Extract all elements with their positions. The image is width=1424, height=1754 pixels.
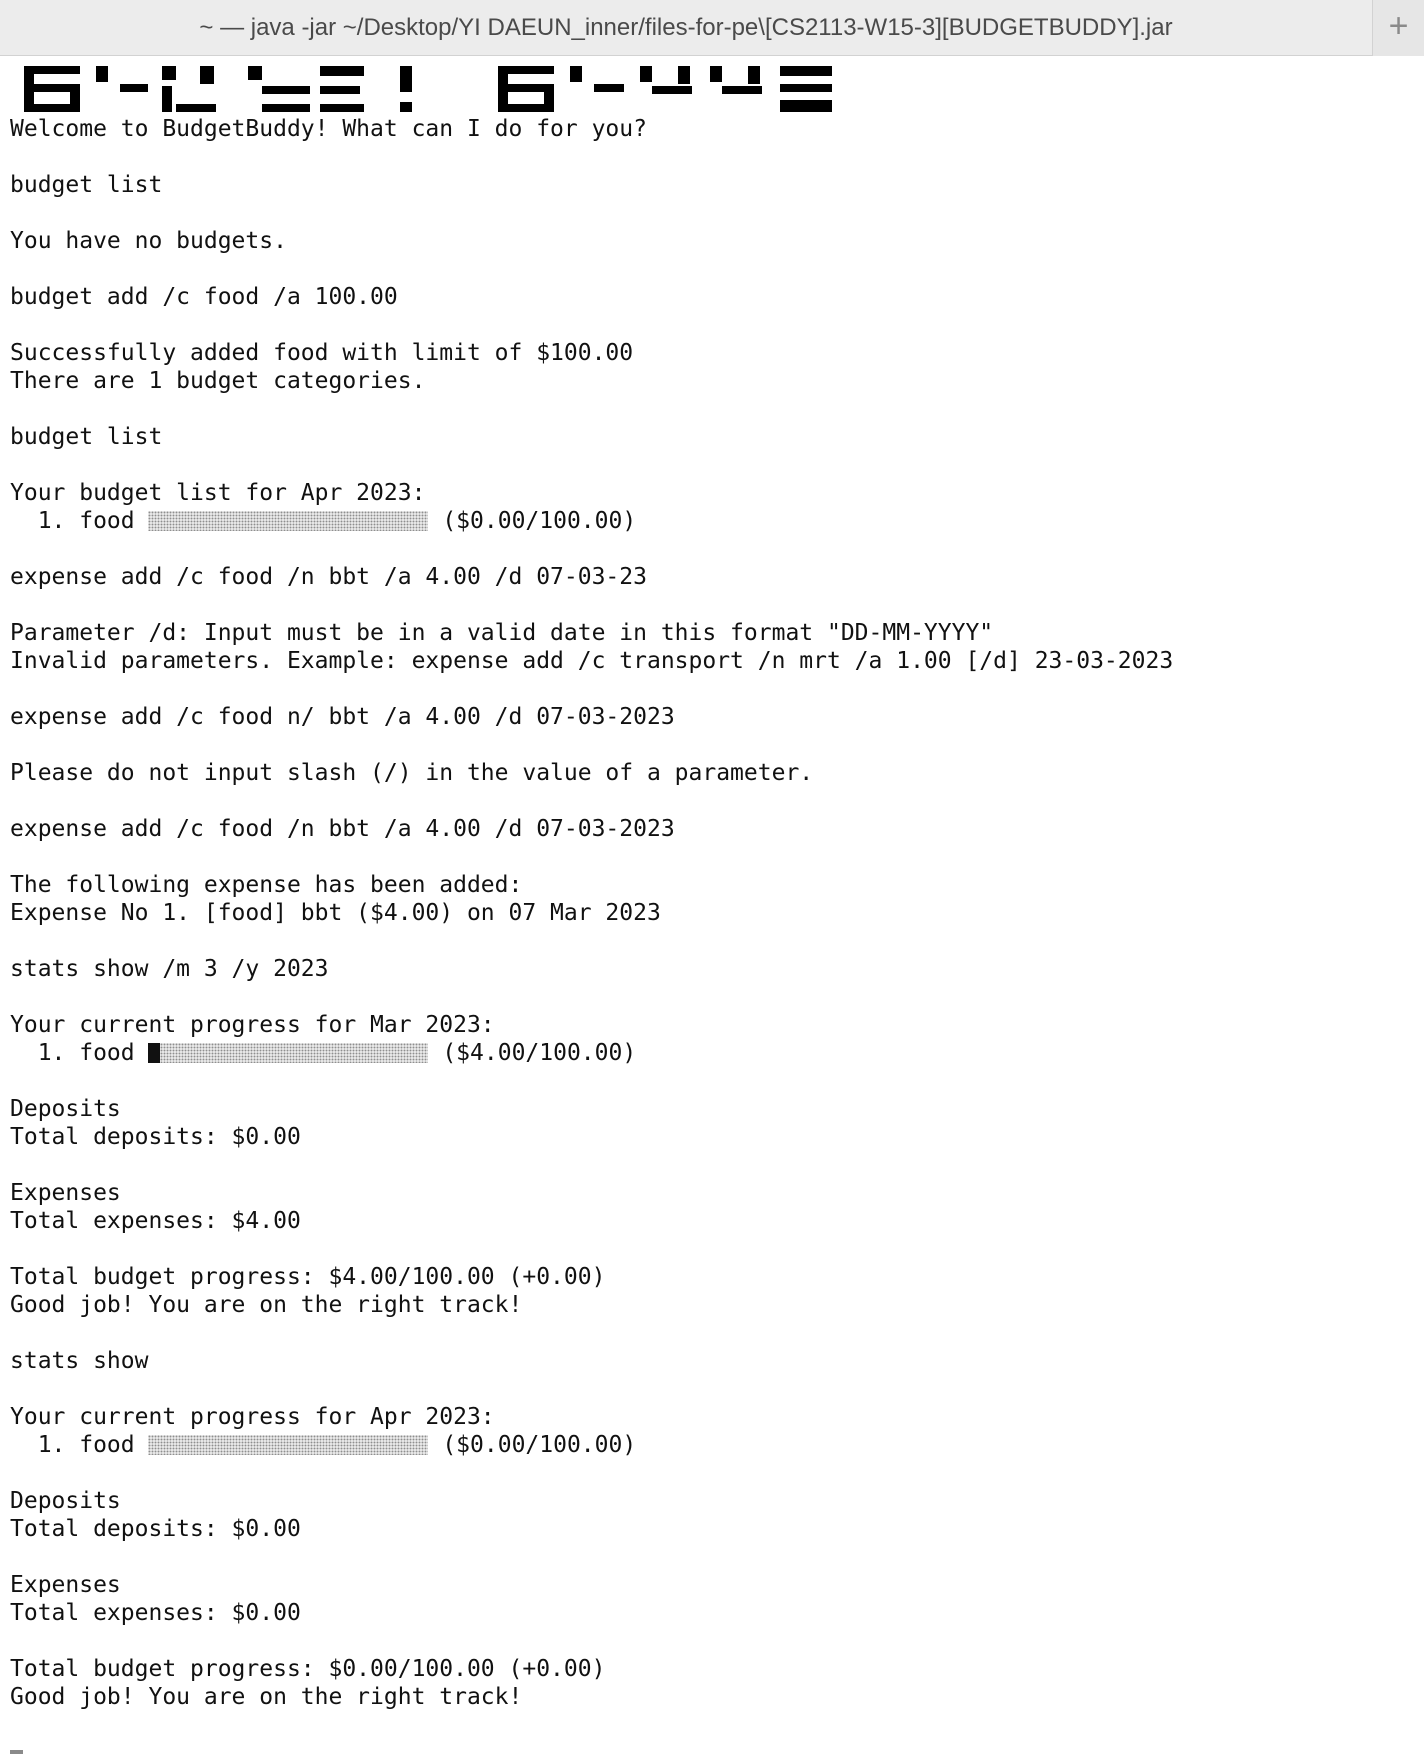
logo-block — [320, 66, 364, 76]
logo-block — [262, 104, 310, 112]
terminal-line: Your current progress for Mar 2023: — [10, 1012, 495, 1038]
window-title: ~ — java -jar ~/Desktop/YI DAEUN_inner/files-for-pe\[CS2113-W15-3][BUDGETBUDDY].jar — [199, 14, 1173, 41]
separator-line — [10, 199, 1410, 227]
terminal-line: Please do not input slash (/) in the value of a parameter. — [10, 760, 814, 786]
logo-block — [24, 104, 80, 112]
new-tab-button[interactable]: + — [1372, 0, 1424, 56]
logo-block — [570, 66, 582, 82]
separator-line — [10, 1375, 1410, 1403]
terminal-line: Total budget progress: $0.00/100.00 (+0.00) — [10, 1656, 606, 1682]
logo-block — [96, 66, 108, 82]
terminal-line: expense add /c food /n bbt /a 4.00 /d 07-03-2023 — [10, 816, 675, 842]
logo-block — [248, 66, 262, 80]
terminal-line: budget add /c food /a 100.00 — [10, 284, 398, 310]
logo-block — [780, 100, 832, 112]
terminal-line: Total deposits: $0.00 — [10, 1516, 301, 1542]
terminal-line: budget list — [10, 172, 163, 198]
progress-bar — [148, 1043, 428, 1063]
logo-block — [748, 66, 760, 84]
terminal-line: Total expenses: $0.00 — [10, 1600, 301, 1626]
terminal-line: Good job! You are on the right track! — [10, 1684, 523, 1710]
blank-line — [10, 1151, 1410, 1179]
budget-category-label: 1. food — [10, 1432, 149, 1458]
budget-category-label: 1. food — [10, 1040, 149, 1066]
separator-line — [10, 787, 1410, 815]
logo-block — [320, 104, 364, 112]
separator-line — [10, 311, 1410, 339]
separator-line — [10, 927, 1410, 955]
terminal-line: Total budget progress: $4.00/100.00 (+0.00) — [10, 1264, 606, 1290]
terminal-line: expense add /c food /n bbt /a 4.00 /d 07-03-23 — [10, 564, 647, 590]
budget-amount-label: ($4.00/100.00) — [428, 1040, 637, 1066]
terminal-line: There are 1 budget categories. — [10, 368, 426, 394]
logo-block — [678, 66, 690, 84]
logo-block — [162, 66, 176, 80]
separator-line — [10, 1711, 1410, 1739]
terminal-line: Welcome to BudgetBuddy! What can I do for you? — [10, 116, 647, 142]
terminal-line: Expense No 1. [food] bbt ($4.00) on 07 Mar 2023 — [10, 900, 661, 926]
terminal-line: Parameter /d: Input must be in a valid date in this format "DD-MM-YYYY" — [10, 620, 994, 646]
terminal-output[interactable] — [10, 115, 1410, 1754]
logo-block — [162, 86, 172, 112]
budget-amount-label: ($0.00/100.00) — [428, 508, 637, 534]
logo-block — [722, 86, 762, 94]
terminal-line: Invalid parameters. Example: expense add /c transport /n mrt /a 1.00 [/d] 23-03-2023 — [10, 648, 1174, 674]
budget-progress-row — [10, 1431, 1410, 1459]
logo-block — [262, 86, 310, 94]
logo-block — [24, 84, 74, 92]
text-cursor — [10, 1750, 23, 1754]
terminal-line: Expenses — [10, 1180, 121, 1206]
logo-block — [498, 84, 548, 92]
separator-line — [10, 395, 1410, 423]
budget-category-label: 1. food — [10, 508, 149, 534]
separator-line — [10, 675, 1410, 703]
separator-line — [10, 843, 1410, 871]
terminal-line: stats show — [10, 1348, 149, 1374]
terminal-line: Total expenses: $4.00 — [10, 1208, 301, 1234]
logo-block — [780, 84, 832, 92]
terminal-line: Deposits — [10, 1488, 121, 1514]
logo-block — [498, 104, 554, 112]
terminal-line: Successfully added food with limit of $100.00 — [10, 340, 634, 366]
budgetbuddy-ascii-logo — [0, 60, 860, 120]
terminal-line: expense add /c food n/ bbt /a 4.00 /d 07-03-2023 — [10, 704, 675, 730]
terminal-line: Good job! You are on the right track! — [10, 1292, 523, 1318]
terminal-line: Your current progress for Apr 2023: — [10, 1404, 495, 1430]
logo-block — [780, 66, 832, 76]
logo-block — [176, 104, 216, 112]
logo-block — [400, 66, 412, 92]
separator-line — [10, 255, 1410, 283]
budget-progress-row — [10, 1039, 1410, 1067]
terminal-line: Deposits — [10, 1096, 121, 1122]
terminal-line: You have no budgets. — [10, 228, 287, 254]
blank-line — [10, 1627, 1410, 1655]
logo-block — [200, 66, 214, 84]
logo-block — [400, 102, 412, 112]
separator-line — [10, 591, 1410, 619]
blank-line — [10, 1235, 1410, 1263]
logo-block — [652, 86, 692, 94]
separator-line — [10, 451, 1410, 479]
separator-line — [10, 143, 1410, 171]
separator-line — [10, 535, 1410, 563]
progress-bar — [148, 1435, 428, 1455]
progress-bar — [148, 511, 428, 531]
terminal-line: Expenses — [10, 1572, 121, 1598]
terminal-line: The following expense has been added: — [10, 872, 523, 898]
blank-line — [10, 1459, 1410, 1487]
logo-block — [594, 84, 624, 92]
terminal-line: stats show /m 3 /y 2023 — [10, 956, 329, 982]
blank-line — [10, 1543, 1410, 1571]
logo-block — [710, 66, 722, 82]
separator-line — [10, 1319, 1410, 1347]
logo-block — [640, 66, 652, 82]
separator-line — [10, 731, 1410, 759]
separator-line — [10, 983, 1410, 1011]
terminal-line: Total deposits: $0.00 — [10, 1124, 301, 1150]
logo-block — [120, 84, 148, 92]
logo-block — [320, 86, 360, 94]
progress-bar-fill — [148, 1043, 159, 1063]
blank-line — [10, 1067, 1410, 1095]
terminal-line: Your budget list for Apr 2023: — [10, 480, 426, 506]
budget-progress-row — [10, 507, 1410, 535]
budget-amount-label: ($0.00/100.00) — [428, 1432, 637, 1458]
prompt-line — [10, 1739, 1410, 1754]
terminal-line: budget list — [10, 424, 163, 450]
title-bar — [0, 0, 1424, 56]
